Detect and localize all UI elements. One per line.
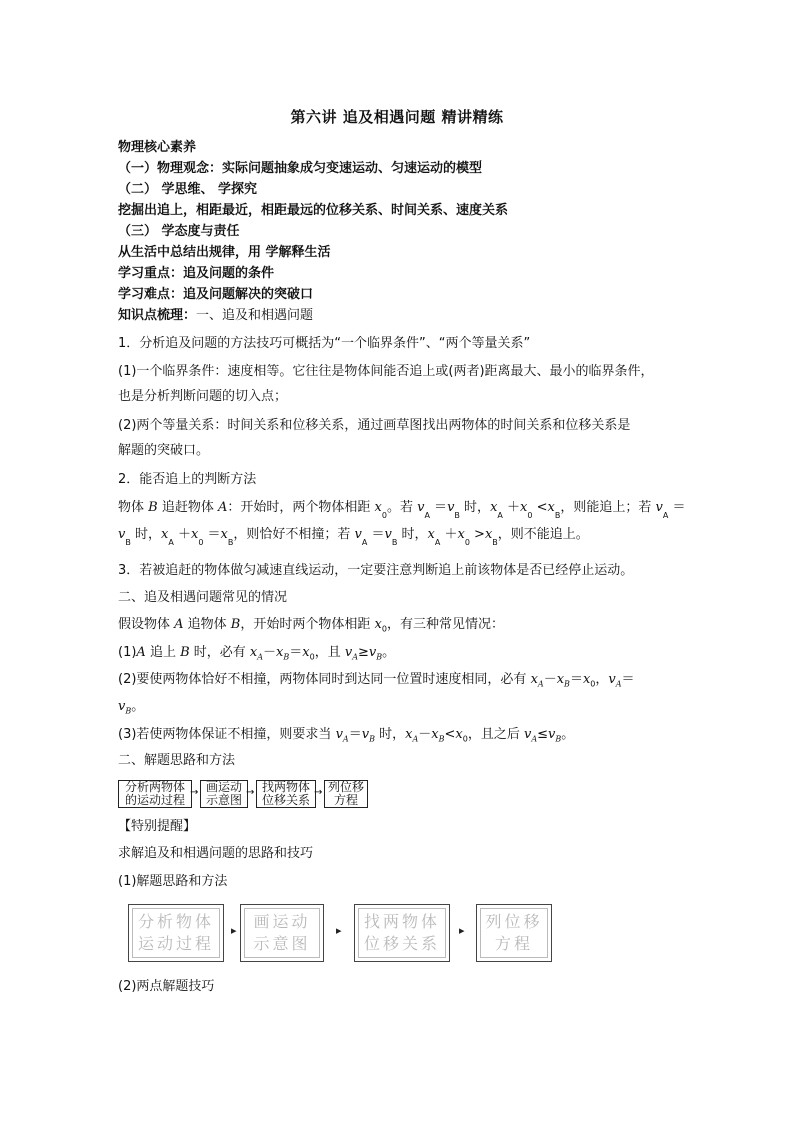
image-step-4 bbox=[476, 904, 552, 962]
sub-0: 0 bbox=[464, 538, 470, 547]
sub-B: B bbox=[369, 734, 375, 744]
paragraph-3a: (2)两个等量关系：时间关系和位移关系，通过画草图找出两物体的时间关系和位移关系是 bbox=[118, 418, 631, 433]
text: ，则能追上；若 bbox=[560, 500, 656, 515]
arrow-icon: → bbox=[314, 787, 323, 798]
text: ，则恰好不相撞；若 bbox=[233, 527, 355, 542]
var-x: x bbox=[374, 617, 382, 632]
case-1 bbox=[118, 644, 395, 667]
image-step-2 bbox=[240, 904, 324, 962]
var-x: x bbox=[249, 645, 258, 660]
sub-0: 0 bbox=[590, 679, 596, 689]
var-x: x bbox=[190, 527, 199, 542]
text: 时， bbox=[374, 727, 406, 742]
image-step-4-line-2: 方程 bbox=[494, 934, 533, 953]
text: (1) bbox=[118, 645, 137, 660]
sub-0: 0 bbox=[309, 652, 315, 662]
sub-B: B bbox=[227, 538, 234, 547]
var-v: v bbox=[608, 672, 616, 687]
image-step-2-line-1: 画运动 bbox=[253, 912, 311, 931]
var-v: v bbox=[335, 727, 343, 742]
literacy-line-5: 从生活中总结出规律，用 学解释生活 bbox=[118, 245, 331, 260]
text: ≤ bbox=[537, 727, 549, 742]
text: ，有三种常见情况： bbox=[386, 617, 504, 632]
sub-0: 0 bbox=[198, 538, 204, 547]
sub-0: 0 bbox=[527, 511, 533, 520]
text: ，且 bbox=[314, 645, 345, 660]
case-2b bbox=[118, 698, 144, 721]
text: － bbox=[263, 645, 277, 660]
sub-A: A bbox=[531, 734, 538, 744]
arrow-icon: → bbox=[190, 787, 199, 798]
difficult-point-text: 追及问题解决的突破口 bbox=[183, 287, 314, 302]
arrow-icon: ▸ bbox=[336, 924, 342, 937]
case-2a bbox=[118, 671, 635, 694]
var-x: x bbox=[490, 500, 498, 515]
text: － bbox=[418, 727, 432, 742]
text: 。 bbox=[382, 645, 396, 660]
flow-step-1 bbox=[118, 780, 192, 808]
sub-A: A bbox=[424, 511, 430, 520]
var-x: x bbox=[161, 527, 169, 542]
var-x: x bbox=[530, 672, 538, 687]
var-B: B bbox=[230, 617, 241, 632]
var-x: x bbox=[431, 727, 439, 742]
image-step-1-line-2: 运动过程 bbox=[137, 934, 214, 953]
paragraph-6: 3．若被追赶的物体做匀减速直线运动，一定要注意判断追上前该物体是否已经停止运动。 bbox=[118, 563, 634, 578]
var-A: A bbox=[174, 617, 184, 632]
text: 。 bbox=[561, 727, 575, 742]
sub-B: B bbox=[376, 652, 383, 662]
flow-step-3-line-1: 找两物体 bbox=[261, 780, 310, 794]
text: 时，必有 bbox=[189, 645, 250, 660]
difficult-point bbox=[118, 286, 313, 304]
flow-step-3-line-2: 位移关系 bbox=[261, 793, 310, 807]
paragraph-2b: 也是分析判断问题的切入点； bbox=[118, 389, 288, 404]
arrow-icon: ▸ bbox=[459, 924, 465, 937]
difficult-point-label: 学习难点： bbox=[118, 287, 184, 302]
literacy-line-2: （二） 学思维、 学探究 bbox=[118, 182, 258, 197]
image-step-1 bbox=[128, 904, 224, 962]
arrow-icon: ▸ bbox=[231, 924, 237, 937]
knowledge-summary-text: 一、追及和相遇问题 bbox=[196, 308, 314, 323]
var-v: v bbox=[523, 727, 532, 742]
text: 追上 bbox=[145, 645, 181, 660]
var-x: x bbox=[520, 500, 528, 515]
flow-step-2 bbox=[200, 780, 248, 808]
flow-step-4-line-1: 列位移 bbox=[327, 780, 364, 794]
section-heading-cases: 二、追及相遇问题常见的情况 bbox=[118, 590, 288, 605]
flow-step-1-line-1: 分析两物体 bbox=[124, 780, 185, 794]
literacy-heading: 物理核心素养 bbox=[118, 140, 197, 155]
sub-B: B bbox=[555, 734, 562, 744]
paragraph-5a bbox=[118, 499, 685, 518]
text: ＋ bbox=[502, 500, 521, 515]
var-B: B bbox=[180, 645, 190, 660]
knowledge-summary-label: 知识点梳理： bbox=[118, 308, 197, 323]
sub-A: A bbox=[361, 538, 368, 547]
text: ＋ bbox=[173, 527, 191, 542]
text: ＝ bbox=[348, 727, 362, 742]
text: 物体 bbox=[118, 500, 149, 515]
sub-B: B bbox=[564, 679, 570, 689]
sub-0: 0 bbox=[381, 624, 387, 634]
text: (3)若使两物体保证不相撞，则要求当 bbox=[118, 727, 336, 742]
var-x: x bbox=[455, 727, 463, 742]
text: ＝ bbox=[367, 527, 385, 542]
sub-0: 0 bbox=[381, 511, 387, 520]
var-x: x bbox=[427, 527, 435, 542]
text: ＝ bbox=[429, 500, 448, 515]
sub-B: B bbox=[438, 734, 445, 744]
image-step-3-line-1: 找两物体 bbox=[363, 912, 440, 931]
sub-B: B bbox=[283, 652, 290, 662]
var-x: x bbox=[374, 500, 382, 515]
flow-step-2-line-1: 画运动 bbox=[205, 780, 242, 794]
literacy-line-3: 挖掘出追上，相距最近，相距最远的位移关系、时间关系、速度关系 bbox=[118, 203, 509, 218]
special-reminder: 【特别提醒】 bbox=[118, 819, 197, 834]
image-step-2-line-2: 示意图 bbox=[253, 934, 311, 953]
text: 时， bbox=[397, 527, 428, 542]
var-B: B bbox=[148, 500, 158, 515]
flow-step-1-line-2: 的运动过程 bbox=[124, 793, 185, 807]
var-v: v bbox=[417, 500, 425, 515]
sub-A: A bbox=[615, 679, 622, 689]
sub-B: B bbox=[125, 706, 132, 716]
text: 假设物体 bbox=[118, 617, 175, 632]
var-v: v bbox=[384, 527, 392, 542]
paragraph-12: (1)解题思路和方法 bbox=[118, 874, 228, 889]
text: ＝ bbox=[289, 645, 303, 660]
knowledge-summary bbox=[118, 307, 313, 325]
var-x: x bbox=[220, 527, 228, 542]
var-v: v bbox=[447, 500, 455, 515]
var-x: x bbox=[484, 527, 493, 542]
text: < bbox=[444, 727, 456, 742]
var-v: v bbox=[548, 727, 556, 742]
paragraph-3b: 解题的突破口。 bbox=[118, 443, 210, 458]
var-v: v bbox=[354, 527, 362, 542]
image-step-3 bbox=[354, 904, 450, 962]
paragraph-13: (2)两点解题技巧 bbox=[118, 979, 215, 994]
text: ：开始时，两个物体相距 bbox=[227, 500, 375, 515]
text: 。若 bbox=[386, 500, 418, 515]
literacy-line-1: （一）物理观念：实际问题抽象成匀变速运动、匀速运动的模型 bbox=[118, 161, 483, 176]
literacy-line-4: （三） 学态度与责任 bbox=[118, 224, 240, 239]
text: ， bbox=[595, 672, 609, 687]
page-title: 第六讲 追及相遇问题 精讲精练 bbox=[290, 108, 504, 126]
var-x: x bbox=[405, 727, 413, 742]
sub-B: B bbox=[391, 538, 398, 547]
text: ，且之后 bbox=[467, 727, 524, 742]
sub-B: B bbox=[492, 538, 498, 547]
arrow-icon: → bbox=[246, 787, 255, 798]
var-x: x bbox=[457, 527, 465, 542]
var-x: x bbox=[302, 645, 310, 660]
var-x: x bbox=[582, 672, 591, 687]
var-x: x bbox=[556, 672, 565, 687]
image-step-4-line-1: 列位移 bbox=[485, 912, 543, 931]
text: ＝ bbox=[569, 672, 583, 687]
key-point-text: 追及问题的条件 bbox=[183, 266, 275, 281]
var-v: v bbox=[655, 500, 663, 515]
paragraph-11: 求解追及和相遇问题的思路和技巧 bbox=[118, 846, 314, 861]
flow-step-2-line-2: 示意图 bbox=[205, 793, 242, 807]
text: 。 bbox=[131, 699, 145, 714]
paragraph-1: 1．分析追及问题的方法技巧可概括为“一个临界条件”、“两个等量关系” bbox=[118, 336, 531, 351]
paragraph-5b bbox=[118, 526, 589, 545]
sub-A: A bbox=[168, 538, 174, 547]
key-point bbox=[118, 265, 274, 283]
paragraph-2a: (1)一个临界条件：速度相等。它往往是物体间能否追上或(两者)距离最大、最小的临界条件， bbox=[118, 364, 654, 379]
image-step-1-line-1: 分析物体 bbox=[137, 912, 214, 931]
flow-step-4-line-2: 方程 bbox=[333, 793, 358, 807]
text: 追赶物体 bbox=[157, 500, 218, 515]
text: (2)要使两物体恰好不相撞，两物体同时到达同一位置时速度相同，必有 bbox=[118, 672, 531, 687]
var-v: v bbox=[118, 699, 126, 714]
text: ，则不能追上。 bbox=[497, 527, 589, 542]
sub-A: A bbox=[257, 652, 264, 662]
var-x: x bbox=[276, 645, 284, 660]
sub-0: 0 bbox=[462, 734, 468, 744]
var-v: v bbox=[344, 645, 353, 660]
sub-A: A bbox=[342, 734, 349, 744]
paragraph-8 bbox=[118, 616, 504, 639]
text: ≥ bbox=[358, 645, 369, 660]
text: ，开始时两个物体相距 bbox=[240, 617, 375, 632]
text: > bbox=[469, 527, 485, 542]
flow-step-3 bbox=[256, 780, 316, 808]
sub-A: A bbox=[412, 734, 419, 744]
text: 时， bbox=[459, 500, 491, 515]
var-x: x bbox=[547, 500, 555, 515]
text: ＝ bbox=[203, 527, 221, 542]
text: ＝ bbox=[621, 672, 635, 687]
image-step-3-line-2: 位移关系 bbox=[363, 934, 440, 953]
text: ＋ bbox=[440, 527, 458, 542]
sub-B: B bbox=[125, 538, 131, 547]
var-v: v bbox=[361, 727, 370, 742]
case-3 bbox=[118, 726, 574, 749]
sub-A: A bbox=[497, 511, 503, 520]
text: 追物体 bbox=[183, 617, 231, 632]
sub-A: A bbox=[662, 511, 669, 520]
var-A: A bbox=[136, 645, 146, 660]
text: < bbox=[532, 500, 548, 515]
flow-step-4 bbox=[324, 780, 368, 808]
var-A: A bbox=[217, 500, 228, 515]
text: 时， bbox=[130, 527, 161, 542]
var-v: v bbox=[368, 645, 377, 660]
text: ＝ bbox=[668, 500, 686, 515]
paragraph-4: 2．能否追上的判断方法 bbox=[118, 472, 257, 487]
key-point-label: 学习重点： bbox=[118, 266, 184, 281]
sub-B: B bbox=[554, 511, 561, 520]
sub-A: A bbox=[537, 679, 544, 689]
text: － bbox=[543, 672, 557, 687]
sub-A: A bbox=[352, 652, 359, 662]
sub-B: B bbox=[454, 511, 460, 520]
sub-A: A bbox=[434, 538, 441, 547]
section-heading-method: 二、解题思路和方法 bbox=[118, 753, 236, 768]
var-v: v bbox=[118, 527, 126, 542]
